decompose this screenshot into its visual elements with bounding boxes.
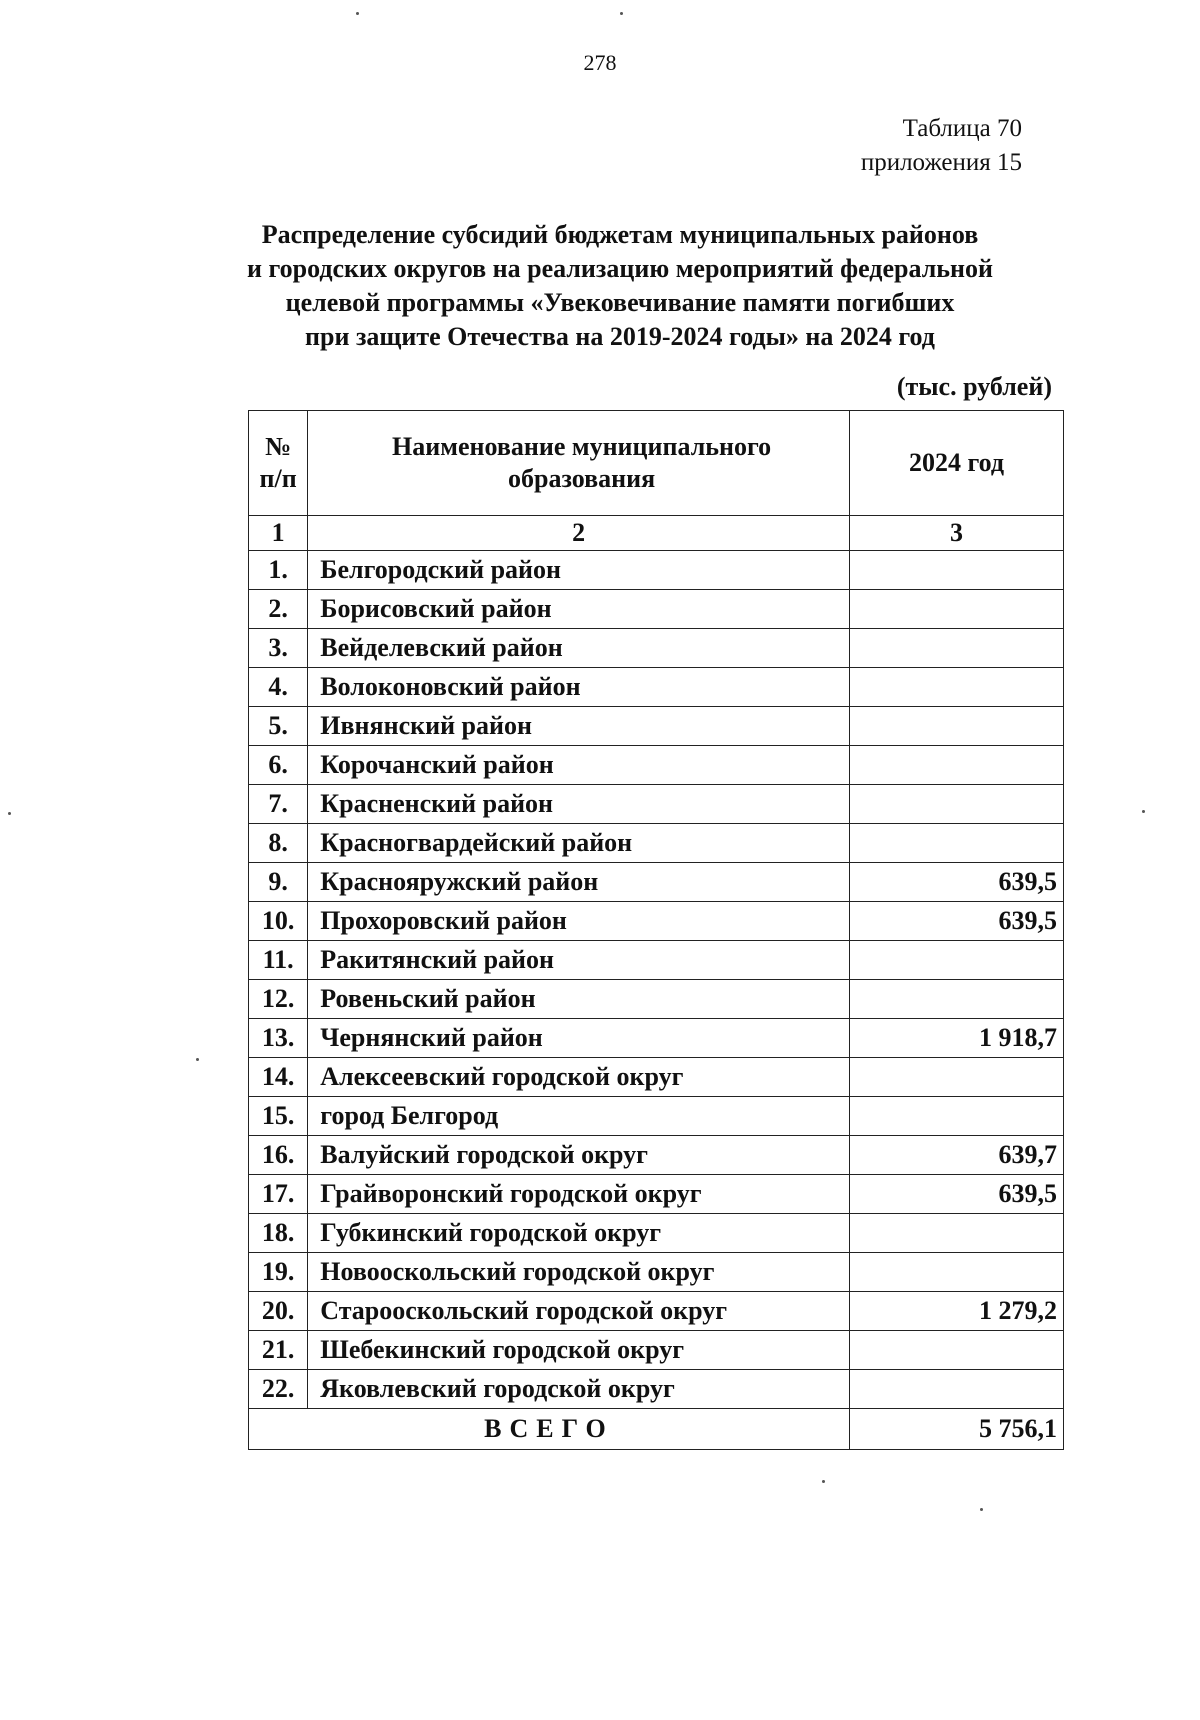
column-number: 2 bbox=[308, 516, 850, 551]
title-line-3: целевой программы «Увековечивание памяти погибших bbox=[285, 288, 955, 317]
subsidy-value bbox=[849, 1331, 1063, 1370]
total-row bbox=[249, 1409, 1064, 1450]
header-year: 2024 год bbox=[849, 411, 1063, 516]
table-row bbox=[249, 551, 1064, 590]
municipality-name: Прохоровский район bbox=[308, 902, 850, 941]
municipality-name: Губкинский городской округ bbox=[308, 1214, 850, 1253]
subsidy-value bbox=[849, 1214, 1063, 1253]
municipality-name: Краснояружский район bbox=[308, 863, 850, 902]
table-ref-line-1: Таблица 70 bbox=[902, 115, 1022, 142]
row-number: 15. bbox=[249, 1097, 308, 1136]
row-number: 3. bbox=[249, 629, 308, 668]
table-row bbox=[249, 902, 1064, 941]
municipality-name: Валуйский городской округ bbox=[308, 1136, 850, 1175]
column-numbers-row bbox=[249, 516, 1064, 551]
total-label: ВСЕГО bbox=[249, 1409, 850, 1450]
municipality-name: Старооскольский городской округ bbox=[308, 1292, 850, 1331]
table-row bbox=[249, 941, 1064, 980]
scan-speck bbox=[980, 1508, 983, 1511]
municipality-name: город Белгород bbox=[308, 1097, 850, 1136]
municipality-name: Ракитянский район bbox=[308, 941, 850, 980]
municipality-name: Ровеньский район bbox=[308, 980, 850, 1019]
column-number: 1 bbox=[249, 516, 308, 551]
row-number: 4. bbox=[249, 668, 308, 707]
header-name: Наименование муниципального образования bbox=[308, 411, 850, 516]
municipality-name: Чернянский район bbox=[308, 1019, 850, 1058]
table-row bbox=[249, 629, 1064, 668]
scan-speck bbox=[356, 12, 359, 15]
row-number: 12. bbox=[249, 980, 308, 1019]
row-number: 9. bbox=[249, 863, 308, 902]
municipality-name: Волоконовский район bbox=[308, 668, 850, 707]
municipality-name: Яковлевский городской округ bbox=[308, 1370, 850, 1409]
table-reference bbox=[861, 112, 1022, 180]
table-row bbox=[249, 980, 1064, 1019]
row-number: 2. bbox=[249, 590, 308, 629]
table-row bbox=[249, 1331, 1064, 1370]
page-number: 278 bbox=[583, 50, 617, 75]
row-number: 17. bbox=[249, 1175, 308, 1214]
subsidy-value bbox=[849, 551, 1063, 590]
municipality-name: Алексеевский городской округ bbox=[308, 1058, 850, 1097]
table-row bbox=[249, 1136, 1064, 1175]
table-row bbox=[249, 1019, 1064, 1058]
municipality-name: Борисовский район bbox=[308, 590, 850, 629]
subsidy-value bbox=[849, 707, 1063, 746]
row-number: 7. bbox=[249, 785, 308, 824]
subsidy-value bbox=[849, 785, 1063, 824]
column-number: 3 bbox=[849, 516, 1063, 551]
row-number: 8. bbox=[249, 824, 308, 863]
row-number: 20. bbox=[249, 1292, 308, 1331]
table-row bbox=[249, 785, 1064, 824]
subsidy-value bbox=[849, 1370, 1063, 1409]
title-line-4: при защите Отечества на 2019-2024 годы» на 2024 год bbox=[305, 322, 935, 351]
table-row bbox=[249, 824, 1064, 863]
scan-speck bbox=[822, 1480, 825, 1483]
header-row bbox=[249, 411, 1064, 516]
total-value: 5 756,1 bbox=[849, 1409, 1063, 1450]
row-number: 1. bbox=[249, 551, 308, 590]
table-row bbox=[249, 863, 1064, 902]
row-number: 13. bbox=[249, 1019, 308, 1058]
row-number: 19. bbox=[249, 1253, 308, 1292]
municipality-name: Шебекинский городской округ bbox=[308, 1331, 850, 1370]
subsidy-value bbox=[849, 668, 1063, 707]
subsidy-value bbox=[849, 746, 1063, 785]
subsidy-value: 1 918,7 bbox=[849, 1019, 1063, 1058]
table-row bbox=[249, 1253, 1064, 1292]
table-ref-line-2: приложения 15 bbox=[860, 149, 1022, 176]
table-row bbox=[249, 1097, 1064, 1136]
subsidy-value bbox=[849, 1097, 1063, 1136]
municipality-name: Ивнянский район bbox=[308, 707, 850, 746]
row-number: 16. bbox=[249, 1136, 308, 1175]
scan-speck bbox=[1142, 810, 1145, 813]
row-number: 21. bbox=[249, 1331, 308, 1370]
row-number: 18. bbox=[249, 1214, 308, 1253]
subsidy-value bbox=[849, 1058, 1063, 1097]
municipality-name: Новооскольский городской округ bbox=[308, 1253, 850, 1292]
table-row bbox=[249, 746, 1064, 785]
subsidy-value bbox=[849, 1253, 1063, 1292]
subsidy-value: 1 279,2 bbox=[849, 1292, 1063, 1331]
table-row bbox=[249, 1370, 1064, 1409]
title-line-1: Распределение субсидий бюджетам муниципальных районов bbox=[261, 220, 979, 249]
subsidy-value bbox=[849, 824, 1063, 863]
municipality-name: Белгородский район bbox=[308, 551, 850, 590]
table-row bbox=[249, 668, 1064, 707]
subsidy-value: 639,5 bbox=[849, 902, 1063, 941]
row-number: 5. bbox=[249, 707, 308, 746]
header-num: № п/п bbox=[249, 411, 308, 516]
subsidy-value bbox=[849, 941, 1063, 980]
subsidy-table bbox=[248, 410, 1064, 1450]
municipality-name: Вейделевский район bbox=[308, 629, 850, 668]
subsidy-value bbox=[849, 980, 1063, 1019]
subsidy-value: 639,7 bbox=[849, 1136, 1063, 1175]
table-row bbox=[249, 1214, 1064, 1253]
municipality-name: Корочанский район bbox=[308, 746, 850, 785]
municipality-name: Грайворонский городской округ bbox=[308, 1175, 850, 1214]
table-row bbox=[249, 590, 1064, 629]
subsidy-value: 639,5 bbox=[849, 863, 1063, 902]
title-line-2: и городских округов на реализацию мероприятий федеральной bbox=[246, 254, 993, 283]
subsidy-value bbox=[849, 590, 1063, 629]
table-row bbox=[249, 1292, 1064, 1331]
row-number: 14. bbox=[249, 1058, 308, 1097]
table-row bbox=[249, 1175, 1064, 1214]
subsidy-value bbox=[849, 629, 1063, 668]
table-row bbox=[249, 707, 1064, 746]
scan-speck bbox=[196, 1058, 199, 1061]
table-body bbox=[249, 516, 1064, 1409]
table-row bbox=[249, 1058, 1064, 1097]
municipality-name: Красненский район bbox=[308, 785, 850, 824]
scan-speck bbox=[8, 812, 11, 815]
row-number: 6. bbox=[249, 746, 308, 785]
scan-speck bbox=[620, 12, 623, 15]
row-number: 22. bbox=[249, 1370, 308, 1409]
subsidy-value: 639,5 bbox=[849, 1175, 1063, 1214]
document-title bbox=[170, 218, 1070, 354]
row-number: 11. bbox=[249, 941, 308, 980]
municipality-name: Красногвардейский район bbox=[308, 824, 850, 863]
units-label: (тыс. рублей) bbox=[896, 372, 1052, 401]
row-number: 10. bbox=[249, 902, 308, 941]
